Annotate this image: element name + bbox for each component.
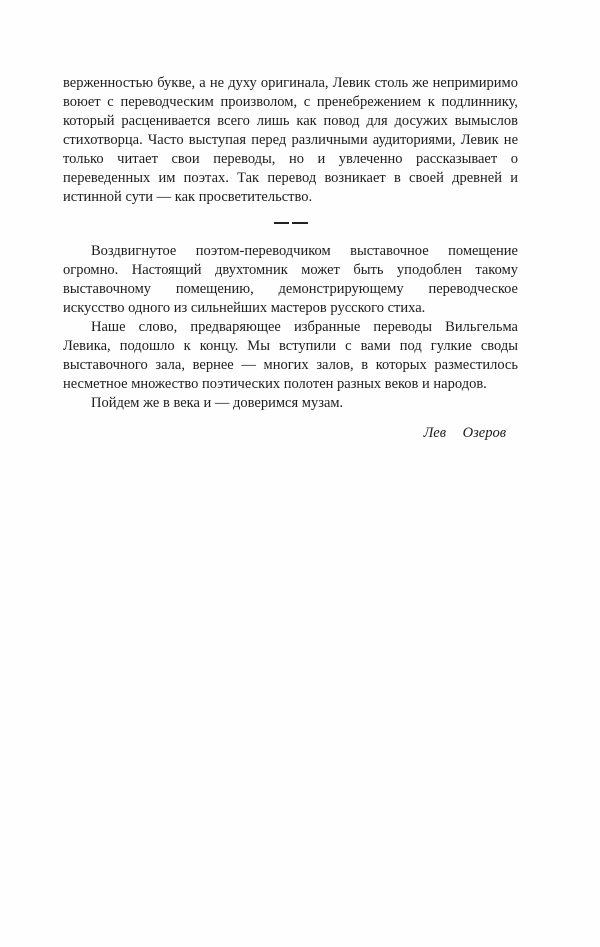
paragraph-continuation: верженностью букве, а не духу оригинала, Левик столь же непримиримо воюет с переводческим произволом, с пренебрежением к подлиннику, который расценивается всего лишь как повод для досужих вымыслов стихотворца. Часто выступая перед различными аудиториями, Левик не только читает свои переводы, но и увлеченно рассказывает о переведенных им поэтах. Так перевод возникает в своей древней и истинной сути — как просветительство. <box>63 75 518 205</box>
paragraph-exhibition: Воздвигнутое поэтом-переводчиком выставочное помещение огромно. Настоящий двухтомник может быть уподоблен такому выставочному помещению, демонстрирующему переводческое искусство одного из сильнейших мастеров русского стиха. <box>63 243 518 316</box>
paragraph-closing: Наше слово, предваряющее избранные переводы Вильгельма Левика, подошло к концу. Мы вступили с вами под гулкие своды выставочного зала, вернее — многих залов, в которых разместилось несметное множество поэтических полотен разных веков и народов. <box>63 319 518 392</box>
author-signature: Лев Озеров <box>423 425 506 441</box>
paragraph-final-line: Пойдем же в века и — доверимся музам. <box>91 395 344 411</box>
divider-dash-left <box>274 222 290 224</box>
section-divider <box>274 222 308 224</box>
page-text-block <box>63 74 518 443</box>
divider-dash-right <box>292 222 308 224</box>
